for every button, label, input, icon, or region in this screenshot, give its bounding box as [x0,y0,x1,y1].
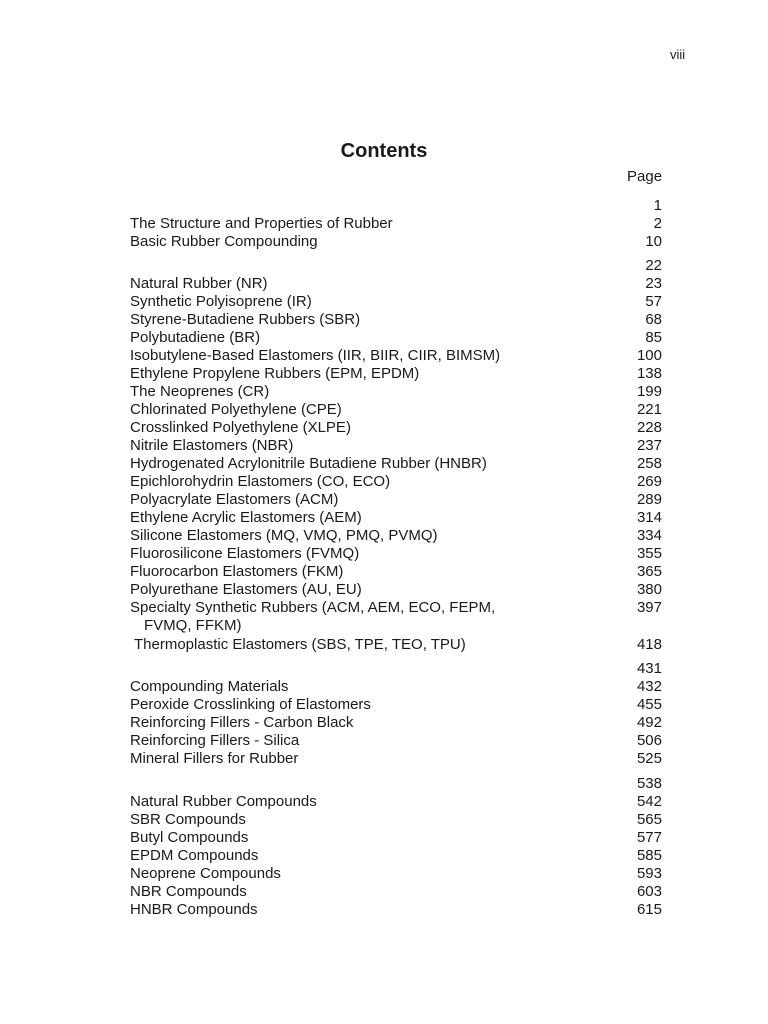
toc-entry-page: 334 [636,527,662,544]
toc-entry-label: The Structure and Properties of Rubber [130,215,393,232]
toc-entry [130,365,662,383]
toc-entry [130,696,662,714]
toc-entry-label: Mineral Fillers for Rubber [130,750,299,767]
toc-entry [130,197,662,215]
toc-entry-page: 380 [636,581,662,598]
toc-entry-label: SBR Compounds [130,811,246,828]
toc-entry-label: The Neoprenes (CR) [130,383,270,400]
toc-entry-label: Ethylene Acrylic Elastomers (AEM) [130,509,362,526]
toc-entry-page: 269 [636,473,662,490]
toc-entry [130,732,662,750]
toc-entry [130,599,662,617]
page-column-header: Page [627,168,663,185]
toc-entry-page: 314 [636,509,662,526]
toc-entry-page: 237 [636,437,662,454]
toc-entry [130,275,662,293]
toc-entry-label: Silicone Elastomers (MQ, VMQ, PMQ, PVMQ) [130,527,438,544]
toc-entry-label: Basic Rubber Compounding [130,233,318,250]
toc-entry [130,811,662,829]
page-number: viii [670,47,686,62]
toc-entry-label: Compounding Materials [130,678,289,695]
toc-entry-page: 22 [645,257,662,274]
toc-entry-page: 506 [636,732,662,749]
toc-entry [130,829,662,847]
toc-entry [130,215,662,233]
toc-entry-label: Isobutylene-Based Elastomers (IIR, BIIR, CIIR, BIMSM) [130,347,501,364]
toc-entry-label: Thermoplastic Elastomers (SBS, TPE, TEO, TPU) [134,636,466,653]
toc-entry [130,847,662,865]
toc-entry-page: 100 [636,347,662,364]
toc-entry-page: 603 [636,883,662,900]
toc-entry-label: Butyl Compounds [130,829,249,846]
toc-entry-label: Natural Rubber Compounds [130,793,317,810]
toc-entry-page: 68 [645,311,662,328]
toc-entry-label: Nitrile Elastomers (NBR) [130,437,294,454]
toc-entry [130,329,662,347]
toc-entry-page: 199 [636,383,662,400]
toc-entry-page: 221 [636,401,662,418]
toc-entry [130,750,662,768]
toc-entry [130,775,662,793]
toc-entry-label: Reinforcing Fillers - Carbon Black [130,714,354,731]
toc-entry-page: 355 [636,545,662,562]
toc-entry [130,865,662,883]
toc-entry-page: 138 [636,365,662,382]
toc-entry-label: Synthetic Polyisoprene (IR) [130,293,312,310]
toc-entry-page: 542 [636,793,662,810]
toc-entry-label: EPDM Compounds [130,847,259,864]
toc-entry [130,233,662,251]
toc-entry [130,714,662,732]
toc-entry-page: 432 [636,678,662,695]
toc-entry [130,347,662,365]
toc-entry-label: Fluorosilicone Elastomers (FVMQ) [130,545,360,562]
toc-entry-page: 258 [636,455,662,472]
page-title: Contents [340,140,428,162]
toc-entry-label: Polyurethane Elastomers (AU, EU) [130,581,362,598]
toc-entry-page: 57 [645,293,662,310]
toc-entry-label: HNBR Compounds [130,901,258,918]
toc-entry-page: 431 [636,660,662,677]
toc-entry-label: Specialty Synthetic Rubbers (ACM, AEM, ECO, FEPM, [130,599,496,616]
toc-entry-page: 397 [636,599,662,616]
toc-entry-label: Fluorocarbon Elastomers (FKM) [130,563,344,580]
toc-entry [130,636,662,654]
toc-entry [130,901,662,919]
toc-entry-label: Crosslinked Polyethylene (XLPE) [130,419,351,436]
toc-entry [130,660,662,678]
toc-entry [130,293,662,311]
toc-entry [130,563,662,581]
toc-entry-label: Peroxide Crosslinking of Elastomers [130,696,371,713]
toc-entry-label: Chlorinated Polyethylene (CPE) [130,401,342,418]
toc-entry-page: 10 [645,233,662,250]
toc-entry-page: 577 [636,829,662,846]
toc-entry-page: 525 [636,750,662,767]
toc-entry-label: Hydrogenated Acrylonitrile Butadiene Rubber (HNBR) [130,455,487,472]
toc-entry-page: 365 [636,563,662,580]
toc-entry-label: Neoprene Compounds [130,865,281,882]
toc-entry [130,509,662,527]
toc-entry [130,545,662,563]
toc-entry-page: 85 [645,329,662,346]
toc-entry [130,527,662,545]
toc-entry-page: 2 [653,215,662,232]
toc-entry-page: 593 [636,865,662,882]
toc-entry-page: 289 [636,491,662,508]
toc-entry [130,311,662,329]
toc-entry-page: 1 [653,197,662,214]
toc-entry-label: Ethylene Propylene Rubbers (EPM, EPDM) [130,365,420,382]
toc-entry-page: 615 [636,901,662,918]
toc-entry [130,401,662,419]
toc-entry-page: 565 [636,811,662,828]
toc-entry [130,678,662,696]
toc-entry [130,793,662,811]
toc-entry [130,455,662,473]
toc-entry-label: Epichlorohydrin Elastomers (CO, ECO) [130,473,391,490]
toc-entry [130,383,662,401]
toc-entry-page: 538 [636,775,662,792]
toc-entry-page: 228 [636,419,662,436]
toc-entry-page: 455 [636,696,662,713]
toc-entry [130,491,662,509]
toc-entry-label: Natural Rubber (NR) [130,275,268,292]
toc-entry-label: Styrene-Butadiene Rubbers (SBR) [130,311,361,328]
toc-entry [130,437,662,455]
toc-entry [130,581,662,599]
toc-entry-label: FVMQ, FFKM) [144,617,242,634]
toc-entry-page: 585 [636,847,662,864]
toc-entry-page: 492 [636,714,662,731]
toc-entry [130,883,662,901]
toc-entry-page: 23 [645,275,662,292]
toc-entry-label: Reinforcing Fillers - Silica [130,732,300,749]
toc-entry-label: NBR Compounds [130,883,247,900]
toc-entry [130,257,662,275]
toc-entry-label: Polyacrylate Elastomers (ACM) [130,491,339,508]
toc-entry [130,473,662,491]
toc-entry-label: Polybutadiene (BR) [130,329,261,346]
toc-entry-page: 418 [636,636,662,653]
toc-entry-continuation [130,617,662,635]
toc-entry [130,419,662,437]
